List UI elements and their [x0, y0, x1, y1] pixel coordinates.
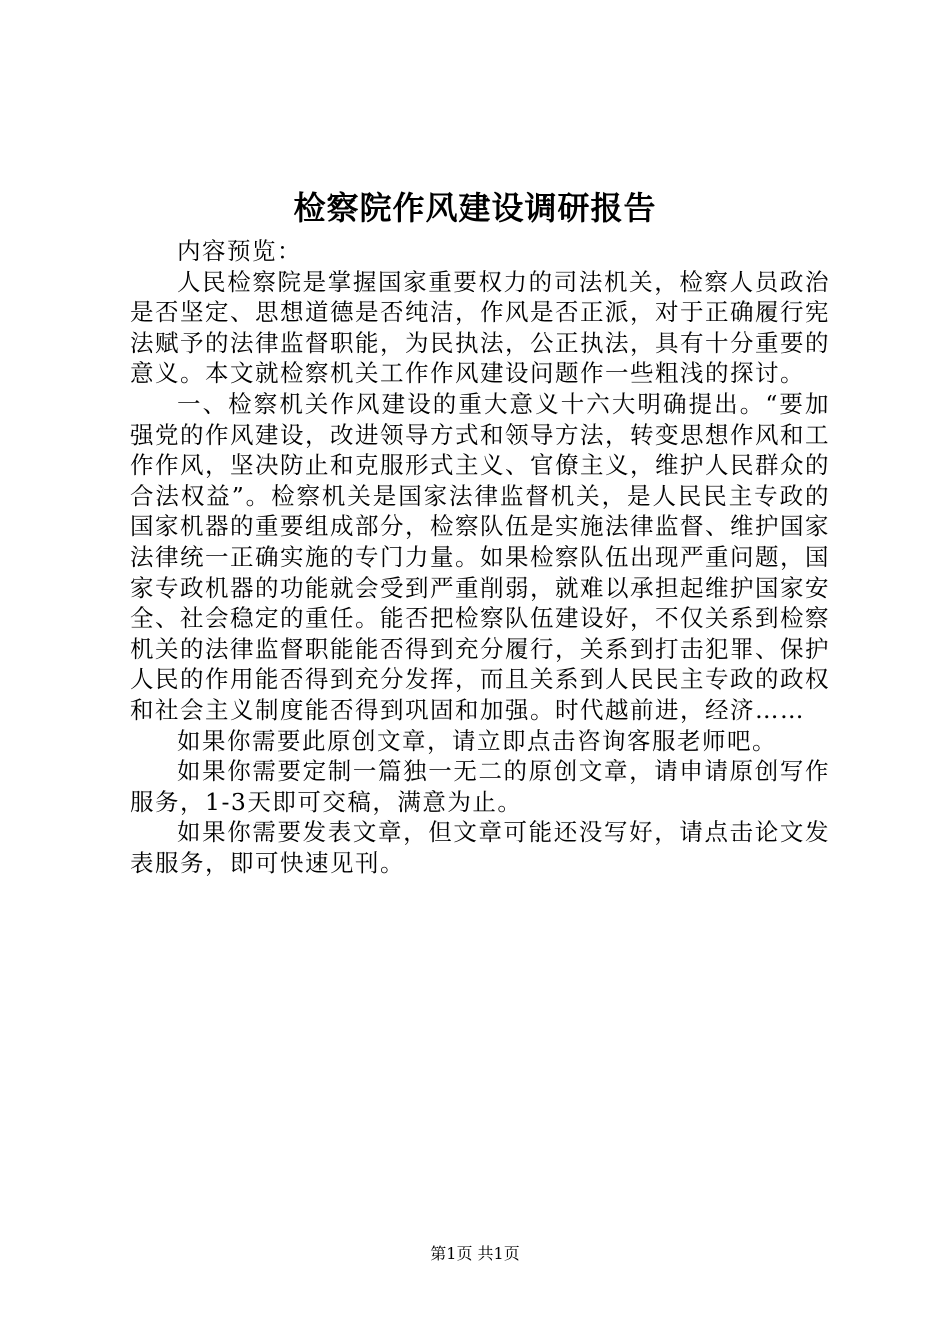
- intro-paragraph: 人民检察院是掌握国家重要权力的司法机关，检察人员政治是否坚定、思想道德是否纯洁，作风是否正派，对于正确履行宪法赋予的法律监督职能，为民执法，公正执法，具有十分重要的意义。本文就检察机关工作作风建设问题作一些粗浅的探讨。: [130, 267, 830, 388]
- document-title: 检察院作风建设调研报告: [293, 189, 657, 227]
- contact-service-paragraph: 如果你需要此原创文章，请立即点击咨询客服老师吧。: [177, 726, 777, 755]
- page-number-footer: 第1页 共1页: [430, 1244, 520, 1263]
- section-one-paragraph: 一、检察机关作风建设的重大意义十六大明确提出。“要加强党的作风建设，改进领导方式和领导方法，转变思想作风和工作作风，坚决防止和克服形式主义、官僚主义，维护人民群众的合法权益”。检察机关是国家法律监督机关，是人民民主专政的国家机器的重要组成部分，检察队伍是实施法律监督、维护国家法律统一正确实施的专门力量。如果检察队伍出现严重问题，国家专政机器的功能就会受到严重削弱，就难以承担起维护国家安全、社会稳定的重任。能否把检察队伍建设好，不仅关系到检察机关的法律监督职能能否得到充分履行，关系到打击犯罪、保护人民的作用能否得到充分发挥，而且关系到人民民主专政的政权和社会主义制度能否得到巩固和加强。时代越前进，经济……: [130, 389, 830, 724]
- preview-label: 内容预览：: [177, 237, 302, 265]
- custom-writing-paragraph: 如果你需要定制一篇独一无二的原创文章，请申请原创写作服务，1-3天即可交稿，满意为止。: [130, 757, 830, 816]
- document-body: [130, 236, 830, 878]
- publication-service-paragraph: 如果你需要发表文章，但文章可能还没写好，请点击论文发表服务，即可快速见刊。: [130, 818, 830, 877]
